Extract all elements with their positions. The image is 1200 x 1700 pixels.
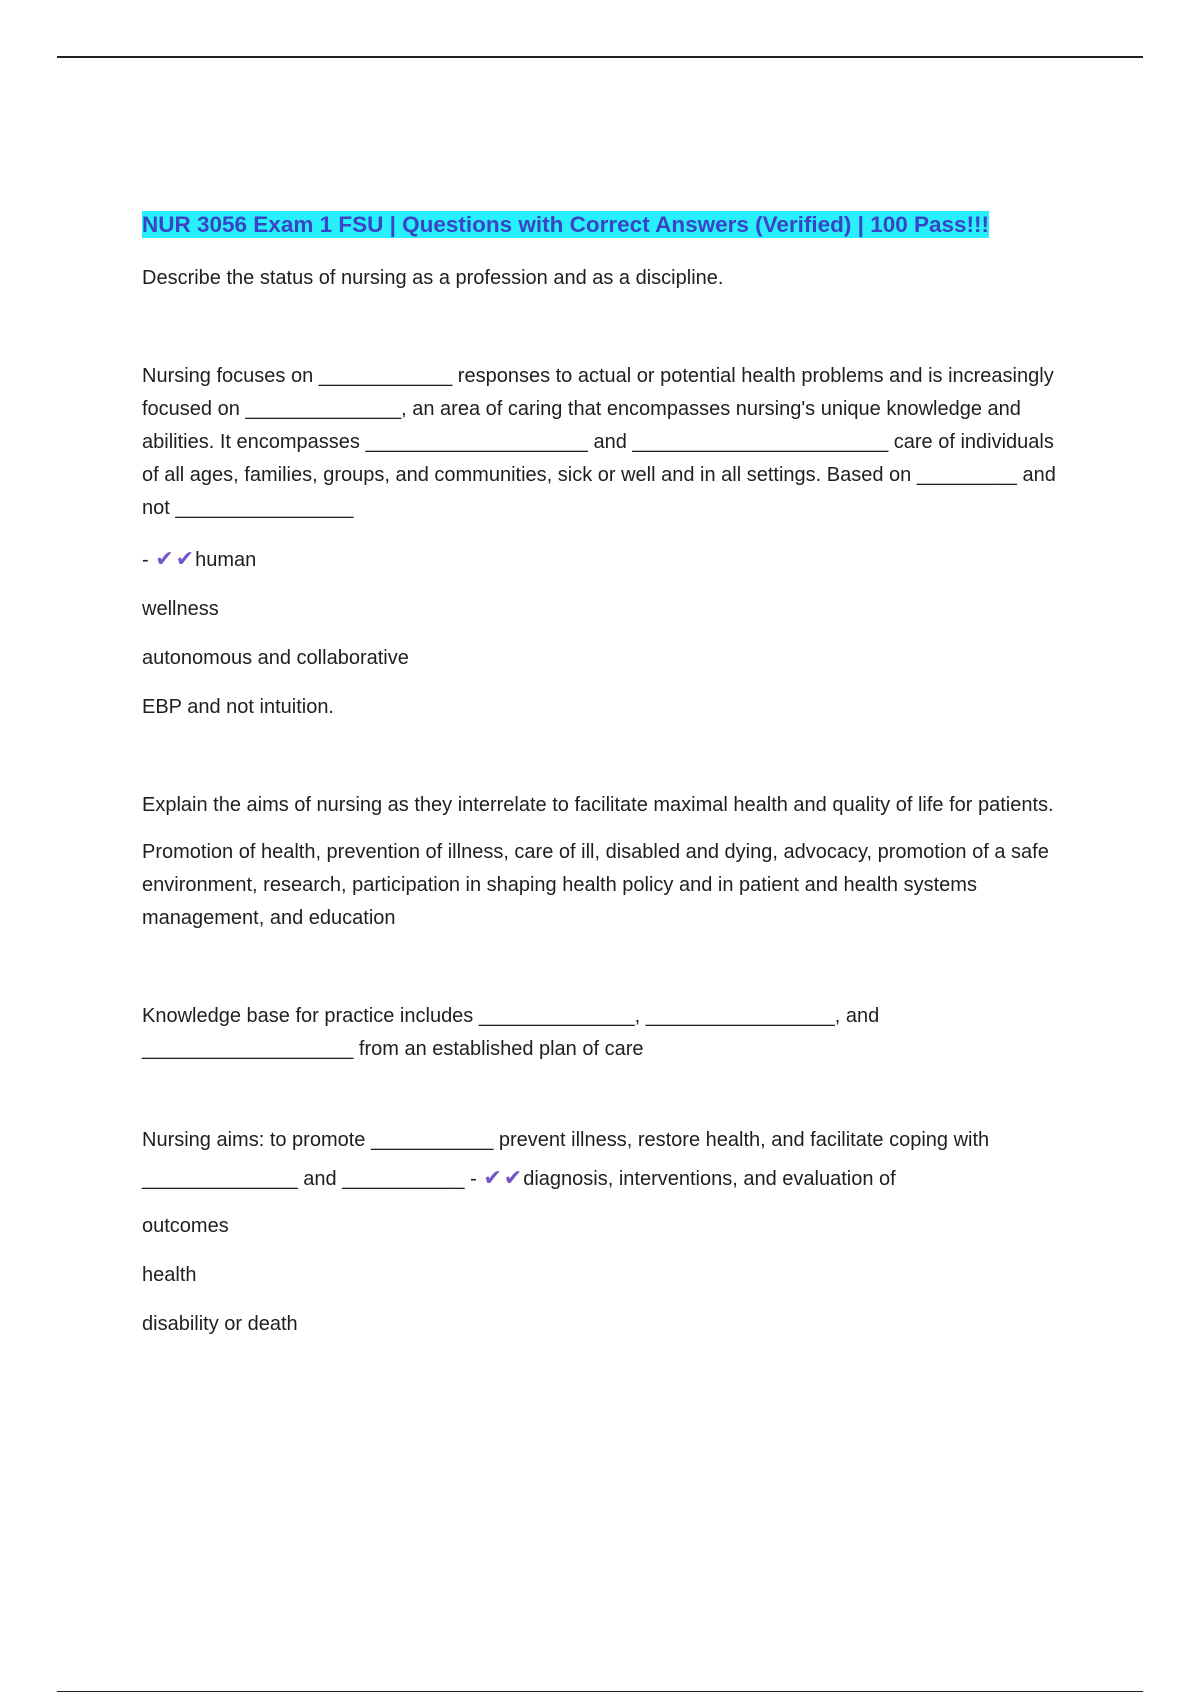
answer-4-line-2: health <box>142 1264 197 1286</box>
answer-1-line-2: wellness <box>142 598 219 620</box>
question-2: Explain the aims of nursing as they interrelate to facilitate maximal health and quality of life for patients. <box>142 794 1054 816</box>
question-4-text: Nursing aims: to promote ___________ prevent illness, restore health, and facilitate coping with ______________ and ___________ <box>142 1129 990 1190</box>
answer-prefix: - <box>142 549 149 571</box>
footer-rule <box>57 1691 1143 1692</box>
check-icon: ✔ <box>503 1165 523 1190</box>
question-1: Describe the status of nursing as a profession and as a discipline. <box>142 267 724 289</box>
question-1-detail: Nursing focuses on ____________ responses to actual or potential health problems and is increasingly focused on ______________, an area of caring that encompasses nursing's unique knowledge and abilities. It encompasses ____________________ and _______________________ care of individuals of all ages, families, groups, and communities, sick or well and in all settings. Based on _________ and not ________________ <box>142 365 1056 519</box>
answer-4-line-3: disability or death <box>142 1313 298 1335</box>
check-icon: ✔ <box>155 546 174 571</box>
title-block <box>142 208 1062 243</box>
question-3: Knowledge base for practice includes ______________, _________________, and ___________________ from an established plan of care <box>142 1005 880 1060</box>
spacer <box>142 724 1062 789</box>
answer-1-line-3: autonomous and collaborative <box>142 647 409 669</box>
answer-2: Promotion of health, prevention of illness, care of ill, disabled and dying, advocacy, promotion of a safe environment, research, participation in shaping health policy and in patient and health systems management, and education <box>142 841 1049 929</box>
spacer <box>142 295 1062 360</box>
answer-1-line-1 <box>142 542 1062 577</box>
check-icon: ✔ <box>483 1165 502 1190</box>
answer-4-line-1: outcomes <box>142 1215 229 1237</box>
question-4 <box>142 1122 1062 1198</box>
document-body <box>142 208 1062 1341</box>
check-marks <box>154 546 195 571</box>
answer-4-first: diagnosis, interventions, and evaluation of <box>523 1168 896 1190</box>
answer-prefix: - <box>470 1168 477 1190</box>
answer-1-line-4: EBP and not intuition. <box>142 696 334 718</box>
check-icon: ✔ <box>175 546 195 571</box>
spacer <box>142 1066 1062 1122</box>
answer-text: human <box>195 549 257 571</box>
spacer <box>142 935 1062 1000</box>
document-title: NUR 3056 Exam 1 FSU | Questions with Correct Answers (Verified) | 100 Pass!!! <box>142 212 990 237</box>
check-marks <box>482 1165 523 1190</box>
header-rule <box>57 56 1143 58</box>
